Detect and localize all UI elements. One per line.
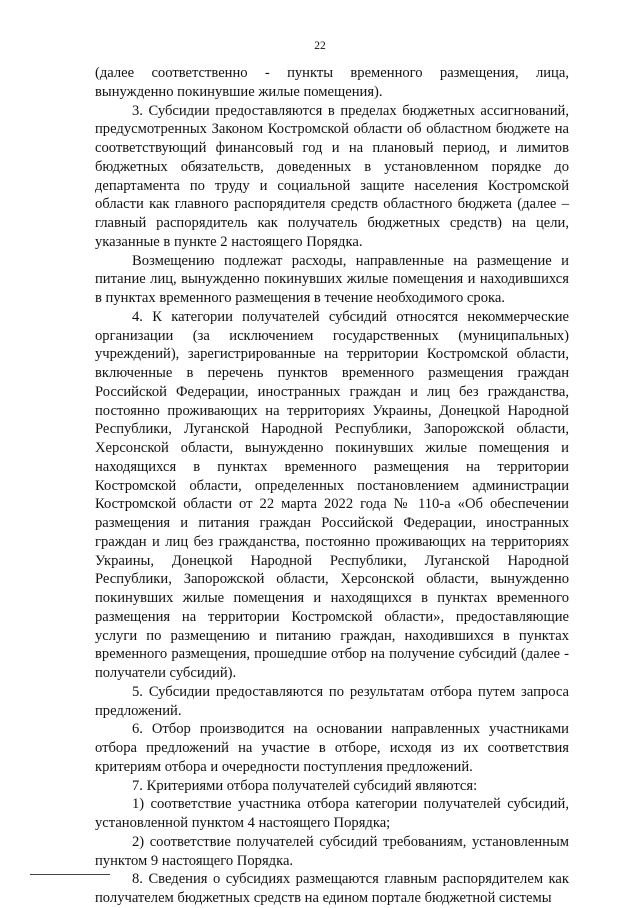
paragraph-item-3-compensation: Возмещению подлежат расходы, направленные на размещение и питание лиц, вынужденно покинувших жилые помещения и находившихся в пунктах временного размещения в течение необходимого срока. — [95, 252, 569, 306]
paragraph-item-3: 3. Субсидии предоставляются в пределах бюджетных ассигнований, предусмотренных Законом Костромской области об областном бюджете на соответствующий финансовый год и на плановый период, и лимитов бюджетных обязательств, доведенных в установленном порядке до департамента по труду и социальной защите населения Костромской области как главного распорядителя средств областного бюджета (далее – главный распорядитель как получатель бюджетных средств) на цели, указанные в пункте 2 настоящего Порядка. — [95, 102, 569, 250]
paragraph-item-8: 8. Сведения о субсидиях размещаются главным распорядителем как получателем бюджетных средств на едином портале бюджетной системы — [95, 871, 569, 906]
paragraph-item-4: 4. К категории получателей субсидий относятся некоммерческие организации (за исключением государственных (муниципальных) учреждений), зарегистрированные на территории Костромской области, включенные в перечень пунктов временного размещения граждан Российской Федерации, иностранных граждан и лиц без гражданства, постоянно проживающих на территориях Украины, Донецкой Народной Республики, Луганской Народной Республики, Запорожской области, Херсонской области, вынужденно покинувших жилые помещения и находящихся в пунктах временного размещения на территории Костромской области, определенных постановлением администрации Костромской области от 22 марта 2022 года № 110-а «Об обеспечении размещения и питания граждан Российской Федерации, иностранных граждан и лиц без гражданства, постоянно проживающих на территориях Украины, Донецкой Народной Республики, Луганской Народной Республики, Запорожской области, Херсонской области, вынужденно покинувших жилые помещения и находящихся в пунктах временного размещения на территории Костромской области», предоставляющие услуги по размещению и питанию граждан, находившихся в пунктах временного размещения, прошедшие отбор на получение субсидий (далее - получатели субсидий). — [95, 308, 569, 681]
paragraph-item-7: 7. Критериями отбора получателей субсидий являются: — [132, 777, 478, 794]
paragraph-continuation: (далее соответственно - пункты временного размещения, лица, вынужденно покинувшие жилые помещения). — [95, 65, 569, 100]
document-body — [95, 64, 569, 908]
footer-rule — [30, 874, 110, 875]
paragraph-item-7-1: 1) соответствие участника отбора категории получателей субсидий, установленной пунктом 4 настоящего Порядка; — [95, 796, 569, 831]
page-number: 22 — [314, 40, 326, 52]
paragraph-item-6: 6. Отбор производится на основании направленных участниками отбора предложений на участие в отборе, исходя из их соответствия критериям отбора и очередности поступления предложений. — [95, 721, 569, 775]
paragraph-item-7-2: 2) соответствие получателей субсидий требованиям, установленным пунктом 9 настоящего Порядка. — [95, 833, 569, 869]
paragraph-item-5: 5. Субсидии предоставляются по результатам отбора путем запроса предложений. — [95, 683, 569, 719]
